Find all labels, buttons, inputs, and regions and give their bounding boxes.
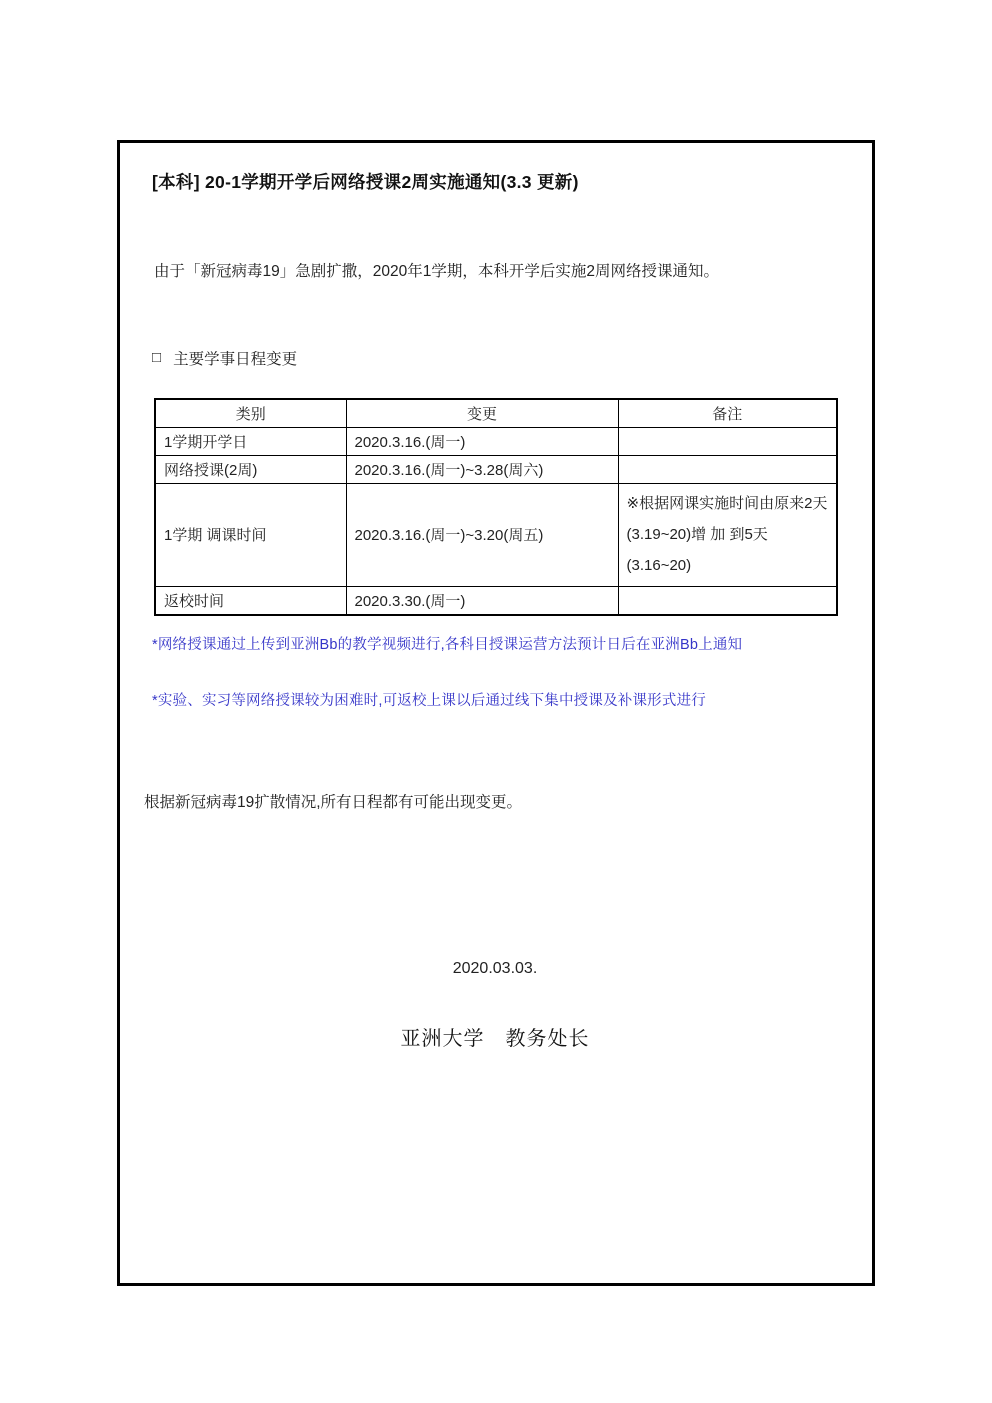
cell-note [618, 455, 837, 483]
checkbox-square-icon: □ [152, 348, 162, 366]
table-header-row [155, 399, 837, 427]
column-header-category: 类别 [155, 399, 346, 427]
cell-change: 2020.3.16.(周一) [346, 427, 618, 455]
cell-change: 2020.3.16.(周一)~3.20(周五) [346, 483, 618, 586]
signature-line: 亚洲大学 教务处长 [400, 1028, 590, 1050]
cell-category: 1学期开学日 [155, 427, 346, 455]
cell-category: 网络授课(2周) [155, 455, 346, 483]
cell-note [618, 427, 837, 455]
cell-category: 返校时间 [155, 586, 346, 615]
column-header-change: 变更 [346, 399, 618, 427]
page-title: [本科] 20-1学期开学后网络授课2周实施通知(3.3 更新) [152, 172, 579, 192]
table-row [155, 455, 837, 483]
cell-category: 1学期 调课时间 [155, 483, 346, 586]
cell-change: 2020.3.30.(周一) [346, 586, 618, 615]
column-header-note: 备注 [618, 399, 837, 427]
section-heading [152, 347, 846, 369]
intro-paragraph: 由于「新冠病毒19」急剧扩撒，2020年1学期，本科开学后实施2周网络授课通知。 [154, 263, 719, 280]
table-row [155, 427, 837, 455]
section-heading-label: 主要学事日程变更 [173, 351, 298, 368]
table-row [155, 586, 837, 615]
disclaimer-paragraph: 根据新冠病毒19扩散情况,所有日程都有可能出现变更。 [144, 794, 523, 811]
cell-note: ※根据网课实施时间由原来2天(3.19~20)增 加 到5天(3.16~20) [618, 483, 837, 586]
footnote-lab-class: *实验、实习等网络授课较为困难时,可返校上课以后通过线下集中授课及补课形式进行 [152, 693, 706, 709]
footnote-online-class: *网络授课通过上传到亚洲Bb的教学视频进行,各科目授课运营方法预计日后在亚洲Bb上通知 [152, 637, 743, 653]
document-page [117, 140, 875, 1286]
table-row [155, 483, 837, 586]
cell-change: 2020.3.16.(周一)~3.28(周六) [346, 455, 618, 483]
schedule-table [154, 398, 838, 616]
document-date: 2020.03.03. [452, 960, 538, 977]
cell-note [618, 586, 837, 615]
